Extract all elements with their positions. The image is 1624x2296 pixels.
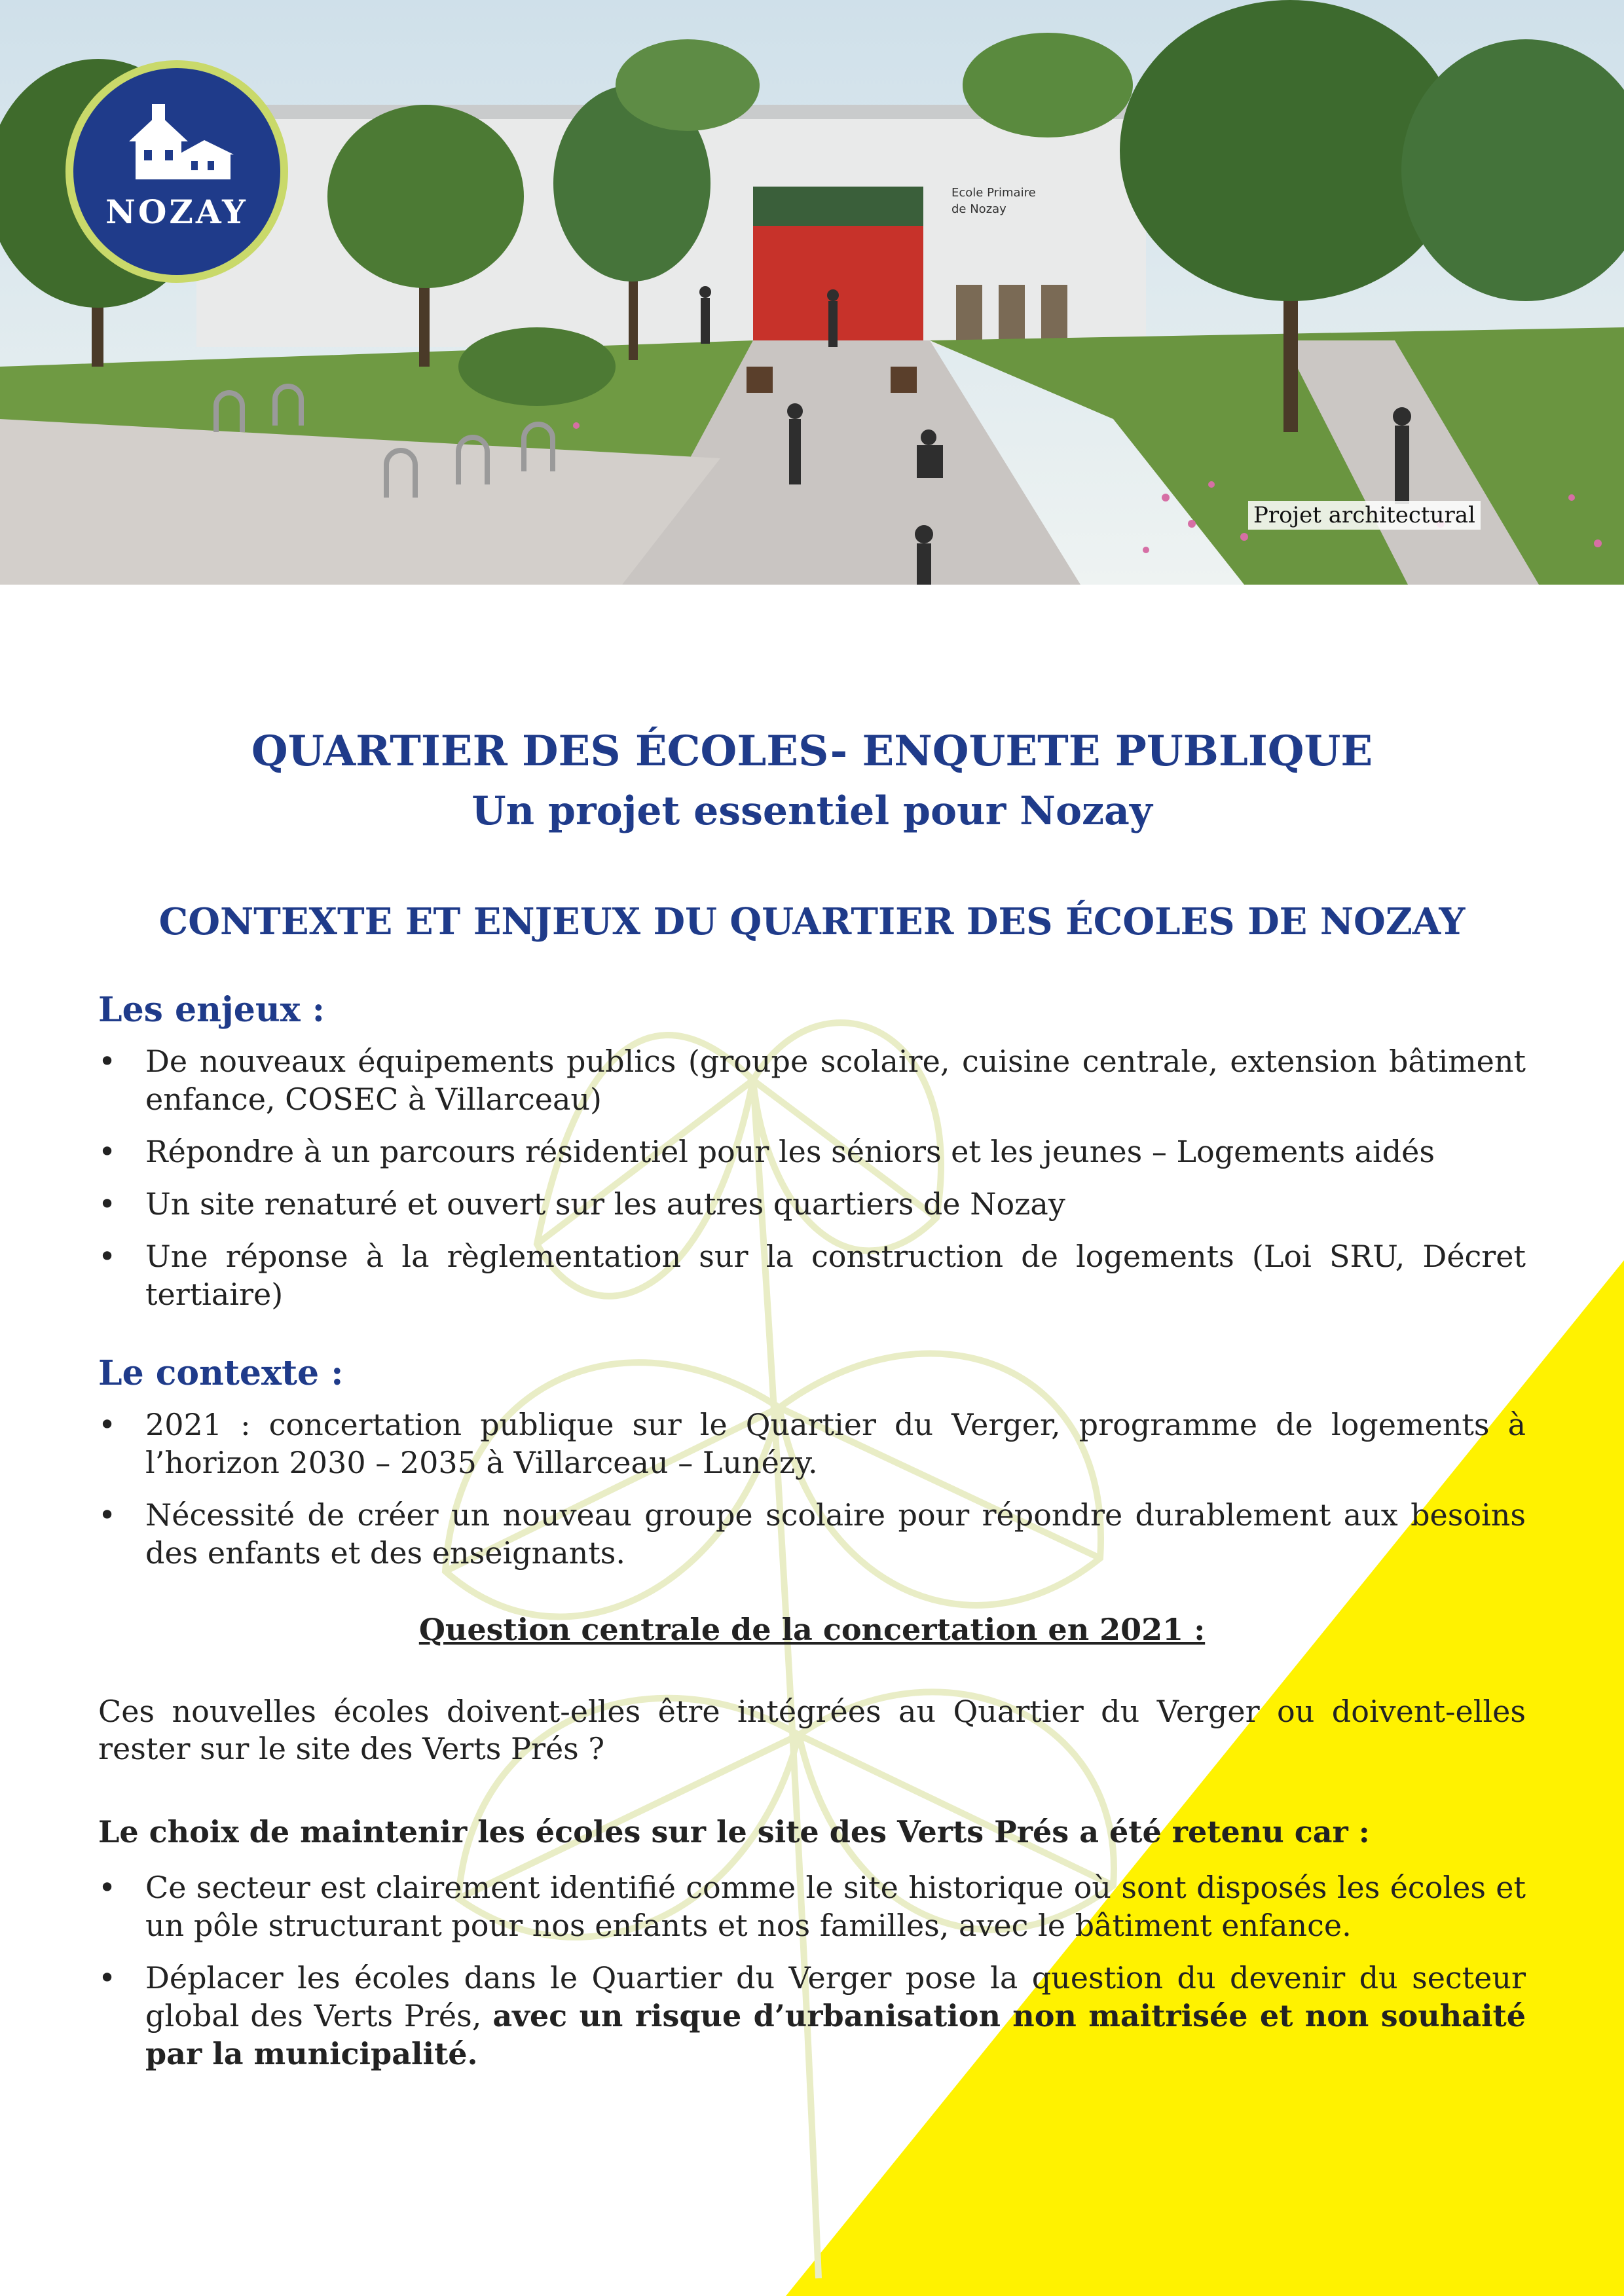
bullet-icon: • [98, 1406, 117, 1442]
contexte-list [98, 1406, 1526, 1573]
enjeux-heading: Les enjeux : [98, 989, 325, 1030]
choice-item-2-bold: avec un risque d’urbanisation non maitrisée et non souhaité par la municipalité. [145, 1998, 1526, 2072]
bullet-icon: • [98, 1043, 117, 1079]
enjeux-list [98, 1043, 1526, 1314]
nozay-logo-icon [65, 60, 288, 283]
bullet-icon: • [98, 1870, 117, 1906]
question-title: Question centrale de la concertation en 2021 : [418, 1611, 1206, 1647]
page-subtitle: Un projet essentiel pour Nozay [471, 788, 1153, 834]
bullet-icon: • [98, 1133, 117, 1169]
contexte-item-1: 2021 : concertation publique sur le Quartier du Verger, programme de logements à l’horizon 2030 – 2035 à Villarceau – Lunézy. [145, 1406, 1526, 1480]
enjeux-item-3: Un site renaturé et ouvert sur les autres quartiers de Nozay [145, 1186, 1065, 1222]
main-content [98, 727, 1526, 2088]
question-text: Ces nouvelles écoles doivent-elles être intégrées au Quartier du Verger ou doivent-elles rester sur le site des Verts Prés ? [98, 1693, 1526, 1767]
list-item [98, 1133, 1526, 1171]
choice-heading: Le choix de maintenir les écoles sur le site des Verts Prés a été retenu car : [98, 1814, 1370, 1850]
choice-list [98, 1869, 1526, 2073]
list-item [98, 1959, 1526, 2073]
logo-text: NOZAY [105, 192, 248, 231]
enjeux-item-4: Une réponse à la règlementation sur la construction de logements (Loi SRU, Décret tertiaire) [145, 1238, 1526, 1312]
town-hall-icon [73, 68, 280, 275]
hero-render [0, 0, 1624, 585]
bullet-icon: • [98, 1960, 117, 1996]
contexte-heading: Le contexte : [98, 1353, 344, 1393]
page-title: QUARTIER DES ÉCOLES- ENQUETE PUBLIQUE [251, 727, 1373, 776]
bullet-icon: • [98, 1497, 117, 1533]
list-item [98, 1497, 1526, 1573]
contexte-item-2: Nécessité de créer un nouveau groupe scolaire pour répondre durablement aux besoins des enfants et des enseignants. [145, 1497, 1526, 1571]
bullet-icon: • [98, 1186, 117, 1222]
list-item [98, 1869, 1526, 1945]
list-item [98, 1043, 1526, 1119]
school-sign-line2: de Nozay [951, 202, 1006, 216]
list-item [98, 1186, 1526, 1224]
enjeux-item-1: De nouveaux équipements publics (groupe scolaire, cuisine centrale, extension bâtiment enfance, COSEC à Villarceau) [145, 1043, 1526, 1117]
list-item [98, 1238, 1526, 1314]
context-title: CONTEXTE ET ENJEUX DU QUARTIER DES ÉCOLES DE NOZAY [158, 900, 1466, 943]
choice-item-2-plain: Déplacer les écoles dans le Quartier du Verger pose la question du devenir du secteur global des Verts Prés, [145, 1960, 1526, 2034]
school-sign-line1: Ecole Primaire [951, 186, 1036, 200]
choice-item-1: Ce secteur est clairement identifié comme le site historique où sont disposés les écoles et un pôle structurant pour nos enfants et nos familles, avec le bâtiment enfance. [145, 1870, 1526, 1944]
enjeux-item-2: Répondre à un parcours résidentiel pour les séniors et les jeunes – Logements aidés [145, 1133, 1435, 1169]
bullet-icon: • [98, 1238, 117, 1274]
image-caption: Projet architectural [1248, 501, 1481, 530]
list-item [98, 1406, 1526, 1482]
